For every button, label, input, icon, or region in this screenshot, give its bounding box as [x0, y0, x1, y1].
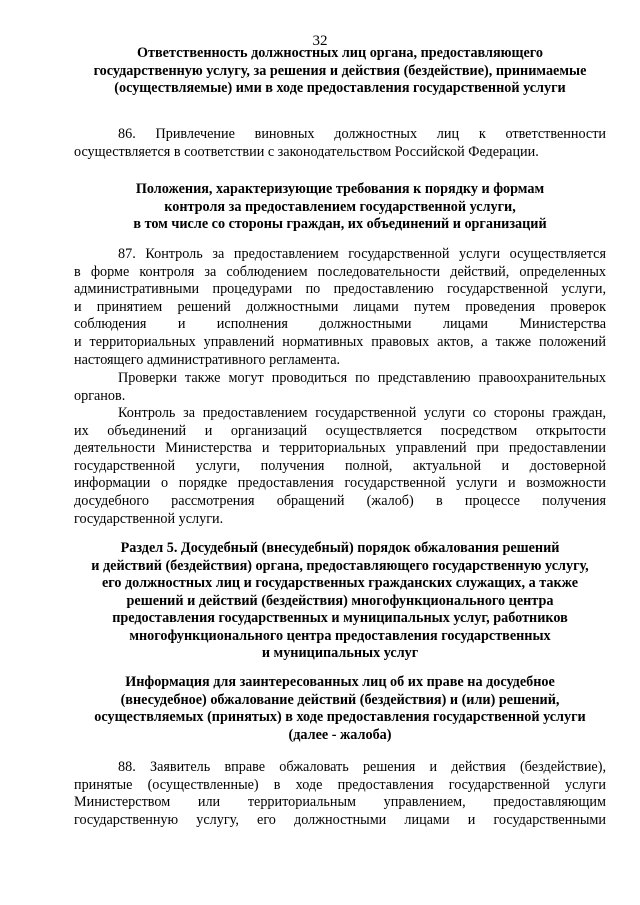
- text-line: соблюдения и исполнения должностными лицами Министерства: [74, 316, 606, 333]
- heading-line: Информация для заинтересованных лиц об их праве на досудебное: [125, 674, 555, 690]
- heading-line: предоставления государственных и муниципальных услуг, работников: [112, 610, 568, 626]
- heading-line: государственную услугу, за решения и действия (бездействие), принимаемые: [93, 62, 587, 79]
- text-line: 86. Привлечение виновных должностных лиц к ответственности: [118, 126, 606, 142]
- heading-responsibility: [60, 45, 620, 98]
- paragraph-citizens: [74, 405, 606, 528]
- text-line: административными процедурами по предоставлению государственной услуги,: [74, 281, 606, 298]
- text-line: государственной услуги, получения полной, актуальной и достоверной: [74, 457, 606, 474]
- heading-line: его должностных лиц и государственных гражданских служащих, а также: [101, 575, 579, 591]
- page-number: 32: [312, 33, 328, 49]
- heading-line: осуществляемых (принятых) в ходе предоставления государственной услуги: [94, 709, 586, 725]
- heading-info: [60, 674, 620, 744]
- text-line: досудебного рассмотрения обращений (жалоб) в процессе получения: [74, 492, 606, 509]
- heading-line: многофункционального центра предоставления государственных: [129, 627, 551, 644]
- text-line: Министерством или территориальным управлением, предоставляющим: [74, 794, 606, 811]
- text-line: информации о порядке предоставления государственной услуги и возможности: [74, 475, 606, 492]
- heading-control: [60, 181, 620, 234]
- heading-line: Раздел 5. Досудебный (внесудебный) порядок обжалования решений: [120, 540, 560, 556]
- text-line: органов.: [74, 387, 126, 404]
- heading-line: в том числе со стороны граждан, их объединений и организаций: [133, 216, 547, 232]
- paragraph-86: [74, 126, 606, 161]
- text-line: настоящего административного регламента.: [74, 351, 341, 368]
- text-line: Проверки также могут проводиться по представлению правоохранительных: [118, 370, 606, 386]
- paragraph-87: [74, 246, 606, 369]
- text-line: принятые (осуществленные) в ходе предоставления государственной услуги: [74, 776, 606, 793]
- heading-line: Ответственность должностных лиц органа, предоставляющего: [137, 45, 543, 61]
- heading-section-5: [60, 540, 620, 663]
- text-line: их объединений и организаций осуществляется посредством открытости: [74, 422, 606, 439]
- text-line: 87. Контроль за предоставлением государственной услуги осуществляется: [118, 246, 606, 262]
- text-line: осуществляется в соответствии с законодательством Российской Федерации.: [74, 143, 539, 160]
- paragraph-88: [74, 759, 606, 829]
- text-line: государственной услуги.: [74, 510, 224, 527]
- text-line: в форме контроля за соблюдением последовательности действий, определенных: [74, 263, 606, 280]
- heading-line: контроля за предоставлением государственной услуги,: [164, 198, 516, 215]
- heading-line: и муниципальных услуг: [261, 645, 419, 661]
- paragraph-checks: [74, 370, 606, 405]
- text-line: государственную услугу, его должностными лицами и государственными: [74, 811, 606, 828]
- heading-line: и действий (бездействия) органа, предоставляющего государственную услугу,: [91, 557, 589, 574]
- heading-line: (осуществляемые) ими в ходе предоставления государственной услуги: [114, 80, 566, 96]
- heading-line: (внесудебное) обжалование действий (бездействия) и (или) решений,: [120, 691, 560, 708]
- heading-line: решений и действий (бездействия) многофункционального центра: [126, 592, 554, 609]
- text-line: и территориальных управлений нормативных правовых актов, а также положений: [74, 333, 606, 350]
- text-line: деятельности Министерства и территориальных управлений при предоставлении: [74, 440, 606, 457]
- text-line: и принятием решений должностными лицами путем проведения проверок: [74, 298, 606, 315]
- heading-line: (далее - жалоба): [288, 726, 392, 743]
- text-line: Контроль за предоставлением государственной услуги со стороны граждан,: [118, 405, 606, 421]
- heading-line: Положения, характеризующие требования к порядку и формам: [135, 181, 545, 197]
- text-line: 88. Заявитель вправе обжаловать решения и действия (бездействие),: [118, 759, 606, 775]
